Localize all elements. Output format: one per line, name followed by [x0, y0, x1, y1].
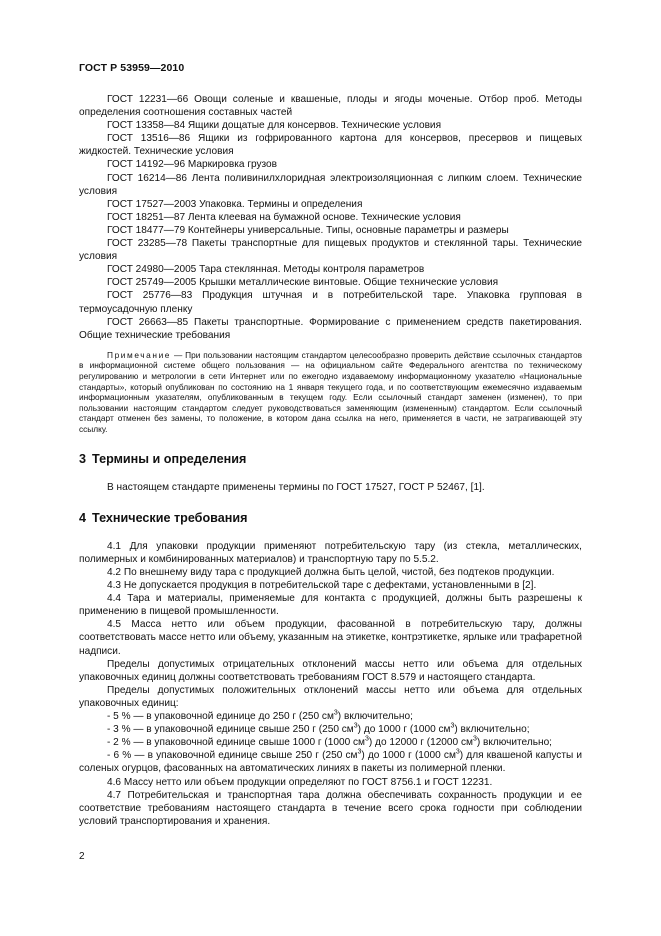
paragraph-4-5-pos: Пределы допустимых положительных отклонений массы нетто или объема для отдельных упаковочных единиц:: [79, 684, 582, 709]
section-3-number: 3: [79, 451, 87, 466]
ref-item: ГОСТ 24980—2005 Тара стеклянная. Методы контроля параметров: [107, 264, 425, 276]
paragraph-4-3: 4.3 Не допускается продукция в потребительской таре с дефектами, установленными в [2].: [107, 580, 537, 592]
section-3-title: Термины и определения: [92, 451, 247, 466]
list-item: - 3 % — в упаковочной единице свыше 250 г (250 $см^3$) до 1000 г (1000 $см^3$) включительно;: [107, 722, 530, 736]
ref-item: ГОСТ 18477—79 Контейнеры универсальные. Типы, основные параметры и размеры: [107, 224, 509, 236]
paragraph-4-5-neg: Пределы допустимых отрицательных отклонений массы нетто или объема для отдельных упаковочных единиц должны соответствовать требованиям ГОСТ 8.579 и настоящего стандарта.: [79, 658, 582, 683]
paragraph-4-6: 4.6 Массу нетто или объем продукции определяют по ГОСТ 8756.1 и ГОСТ 12231.: [107, 776, 493, 788]
paragraph-4-5: 4.5 Масса нетто или объем продукции, фасованной в потребительскую тару, должны соответствовать массе нетто или объему, указанным на этикетке, контрэтикетке, ярлыке или трафаретной надписи.: [79, 619, 582, 657]
page-body: [79, 93, 582, 828]
page-header: ГОСТ Р 53959—2010: [79, 62, 185, 74]
paragraph-4-4: 4.4 Тара и материалы, применяемые для контакта с продукцией, должны быть разрешены к применению в пищевой промышленности.: [79, 593, 582, 618]
ref-item: ГОСТ 12231—66 Овощи соленые и квашеные, плоды и ягоды моченые. Отбор проб. Методы определения соотношения составных частей: [79, 94, 582, 119]
ref-item: ГОСТ 18251—87 Лента клеевая на бумажной основе. Технические условия: [107, 211, 461, 223]
list-item: - 2 % — в упаковочной единице свыше 1000 г (1000 $см^3$) до 12000 г (12000 $см^3$) включительно;: [107, 735, 552, 749]
list-item: - 5 % — в упаковочной единице до 250 г (250 $см^3$) включительно;: [107, 709, 413, 723]
ref-item: ГОСТ 13358—84 Ящики дощатые для консервов. Технические условия: [107, 120, 442, 132]
note: [79, 350, 582, 435]
ref-item: ГОСТ 23285—78 Пакеты транспортные для пищевых продуктов и стеклянной тары. Технические условия: [79, 238, 582, 263]
section-4-number: 4: [79, 510, 87, 525]
paragraph-4-1: 4.1 Для упаковки продукции применяют потребительскую тару (из стекла, металлических, полимерных и комбинированных материалов) и транспортную тару по 5.5.2.: [79, 540, 582, 565]
paragraph-4-2: 4.2 По внешнему виду тара с продукцией должна быть целой, чистой, без подтеков продукции.: [107, 567, 555, 578]
section-3-heading: [79, 453, 582, 466]
ref-item: ГОСТ 13516—86 Ящики из гофрированного картона для консервов, пресервов и пищевых жидкостей. Технические условия: [79, 133, 582, 158]
section-4-title: Технические требования: [92, 510, 248, 525]
note-text: — При пользовании настоящим стандартом целесообразно проверить действие ссылочных стандартов в информационной системе общего пользования — на официальном сайте Федерального агентства по техническому регулированию и метрологии в сети Интернет или по ежегодно издаваемому информационному указателю «Национальные стандарты», который опубликован по состоянию на 1 января текущего года, и по соответствующим ежемесячно издаваемым информационным указателям, опубликованным в текущем году. Если ссылочный стандарт заменен (изменен), то при пользовании настоящим стандартом следует руководствоваться заменяющим (измененным) стандартом. Если ссылочный стандарт отменен без замены, то положение, в котором дана ссылка на него, применяется в части, не затрагивающей эту ссылку.: [79, 349, 582, 434]
paragraph-4-7: 4.7 Потребительская и транспортная тара должна обеспечивать сохранность продукции и ее соответствие требованиям настоящего стандарта в течение всего срока годности при соблюдении условий транспортирования и хранения.: [79, 789, 582, 827]
ref-item: ГОСТ 26663—85 Пакеты транспортные. Формирование с применением средств пакетирования. Общие технические требования: [79, 316, 582, 341]
page-number: 2: [79, 851, 85, 862]
ref-item: ГОСТ 14192—96 Маркировка грузов: [107, 159, 278, 171]
ref-item: ГОСТ 16214—86 Лента поливинилхлоридная электроизоляционная с липким слоем. Технические условия: [79, 172, 582, 197]
section-3-text: В настоящем стандарте применены термины по ГОСТ 17527, ГОСТ Р 52467, [1].: [107, 481, 485, 493]
section-4-heading: [79, 512, 582, 525]
ref-item: ГОСТ 25776—83 Продукция штучная и в потребительской таре. Упаковка групповая в термоусадочную пленку: [79, 290, 582, 315]
ref-item: ГОСТ 17527—2003 Упаковка. Термины и определения: [107, 198, 363, 210]
ref-item: ГОСТ 25749—2005 Крышки металлические винтовые. Общие технические условия: [107, 277, 499, 289]
list-item: - 6 % — в упаковочной единице свыше 250 г (250 $см^3$) до 1000 г (1000 $см^3$) для квашеной капусты и соленых огурцов, фасованных на автоматических линиях в пакеты из полимерной пленки.: [79, 748, 583, 775]
note-label: Примечание: [107, 349, 172, 360]
